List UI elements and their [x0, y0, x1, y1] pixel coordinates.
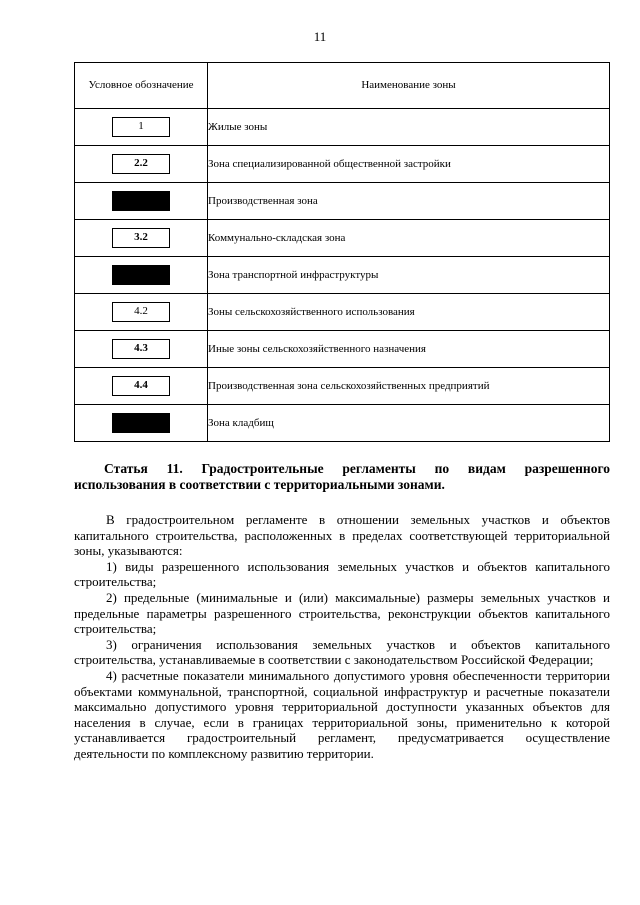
- table-row: [75, 331, 610, 368]
- body-paragraph: В градостроительном регламенте в отношении земельных участков и объектов капитального строительства, расположенных в пределах соответствующей территориальной зоны, указываются:: [74, 512, 610, 559]
- symbol-cell: [75, 183, 208, 220]
- table-row: [75, 109, 610, 146]
- legend-symbol: 4.3: [112, 339, 170, 359]
- symbol-cell: [75, 220, 208, 257]
- legend-symbol: 2.2: [112, 154, 170, 174]
- symbol-cell: [75, 294, 208, 331]
- legend-symbol: 3.2: [112, 228, 170, 248]
- zone-name-cell: Зоны сельскохозяйственного использования: [208, 294, 610, 331]
- table-header-row: [75, 63, 610, 109]
- symbol-cell: [75, 109, 208, 146]
- zone-name-cell: Жилые зоны: [208, 109, 610, 146]
- symbol-cell: [75, 405, 208, 442]
- page-number: 11: [313, 29, 327, 44]
- table-row: [75, 257, 610, 294]
- body-paragraph: 3) ограничения использования земельных участков и объектов капитального строительства, устанавливаемые в соответствии с законодательством Российской Федерации;: [74, 636, 610, 668]
- article-heading: Статья 11. Градостроительные регламенты по видам разрешенного использования в соответствии с территориальными зонами.: [74, 461, 610, 492]
- table-row: [75, 146, 610, 183]
- table-row: [75, 405, 610, 442]
- symbol-cell: [75, 331, 208, 368]
- zone-name-cell: Иные зоны сельскохозяйственного назначения: [208, 331, 610, 368]
- article-body: [74, 512, 610, 762]
- header-symbol: Условное обозначение: [75, 63, 208, 109]
- symbol-cell: [75, 146, 208, 183]
- zone-name-cell: Производственная зона сельскохозяйственных предприятий: [208, 368, 610, 405]
- table-row: [75, 294, 610, 331]
- zones-legend-table: [74, 62, 610, 442]
- zone-name-cell: Зона кладбищ: [208, 405, 610, 442]
- legend-symbol: 1: [112, 117, 170, 137]
- legend-filled-swatch: [112, 265, 170, 285]
- legend-symbol: 4.4: [112, 376, 170, 396]
- table-row: [75, 183, 610, 220]
- header-zone-name: Наименование зоны: [208, 63, 610, 109]
- zone-name-cell: Зона транспортной инфраструктуры: [208, 257, 610, 294]
- zone-name-cell: Производственная зона: [208, 183, 610, 220]
- table-row: [75, 368, 610, 405]
- body-paragraph: 1) виды разрешенного использования земельных участков и объектов капитального строительства;: [74, 558, 610, 590]
- legend-symbol: 4.2: [112, 302, 170, 322]
- legend-filled-swatch: [112, 413, 170, 433]
- symbol-cell: [75, 257, 208, 294]
- legend-filled-swatch: [112, 191, 170, 211]
- zone-name-cell: Зона специализированной общественной застройки: [208, 146, 610, 183]
- symbol-cell: [75, 368, 208, 405]
- table-row: [75, 220, 610, 257]
- zone-name-cell: Коммунально-складская зона: [208, 220, 610, 257]
- body-paragraph: 2) предельные (минимальные и (или) максимальные) размеры земельных участков и предельные параметры разрешенного строительства, реконструкции объектов капитального строительства;: [74, 589, 610, 637]
- body-paragraph: 4) расчетные показатели минимального допустимого уровня обеспеченности территории объектами коммунальной, транспортной, социальной инфраструктур и расчетные показатели максимально допустимого уровня территориальной доступности указанных объектов для населения в случае, если в границах территориальной зоны, применительно к которой устанавливается градостроительный регламент, предусматривается осуществление деятельности по комплексному развитию территории.: [74, 667, 610, 761]
